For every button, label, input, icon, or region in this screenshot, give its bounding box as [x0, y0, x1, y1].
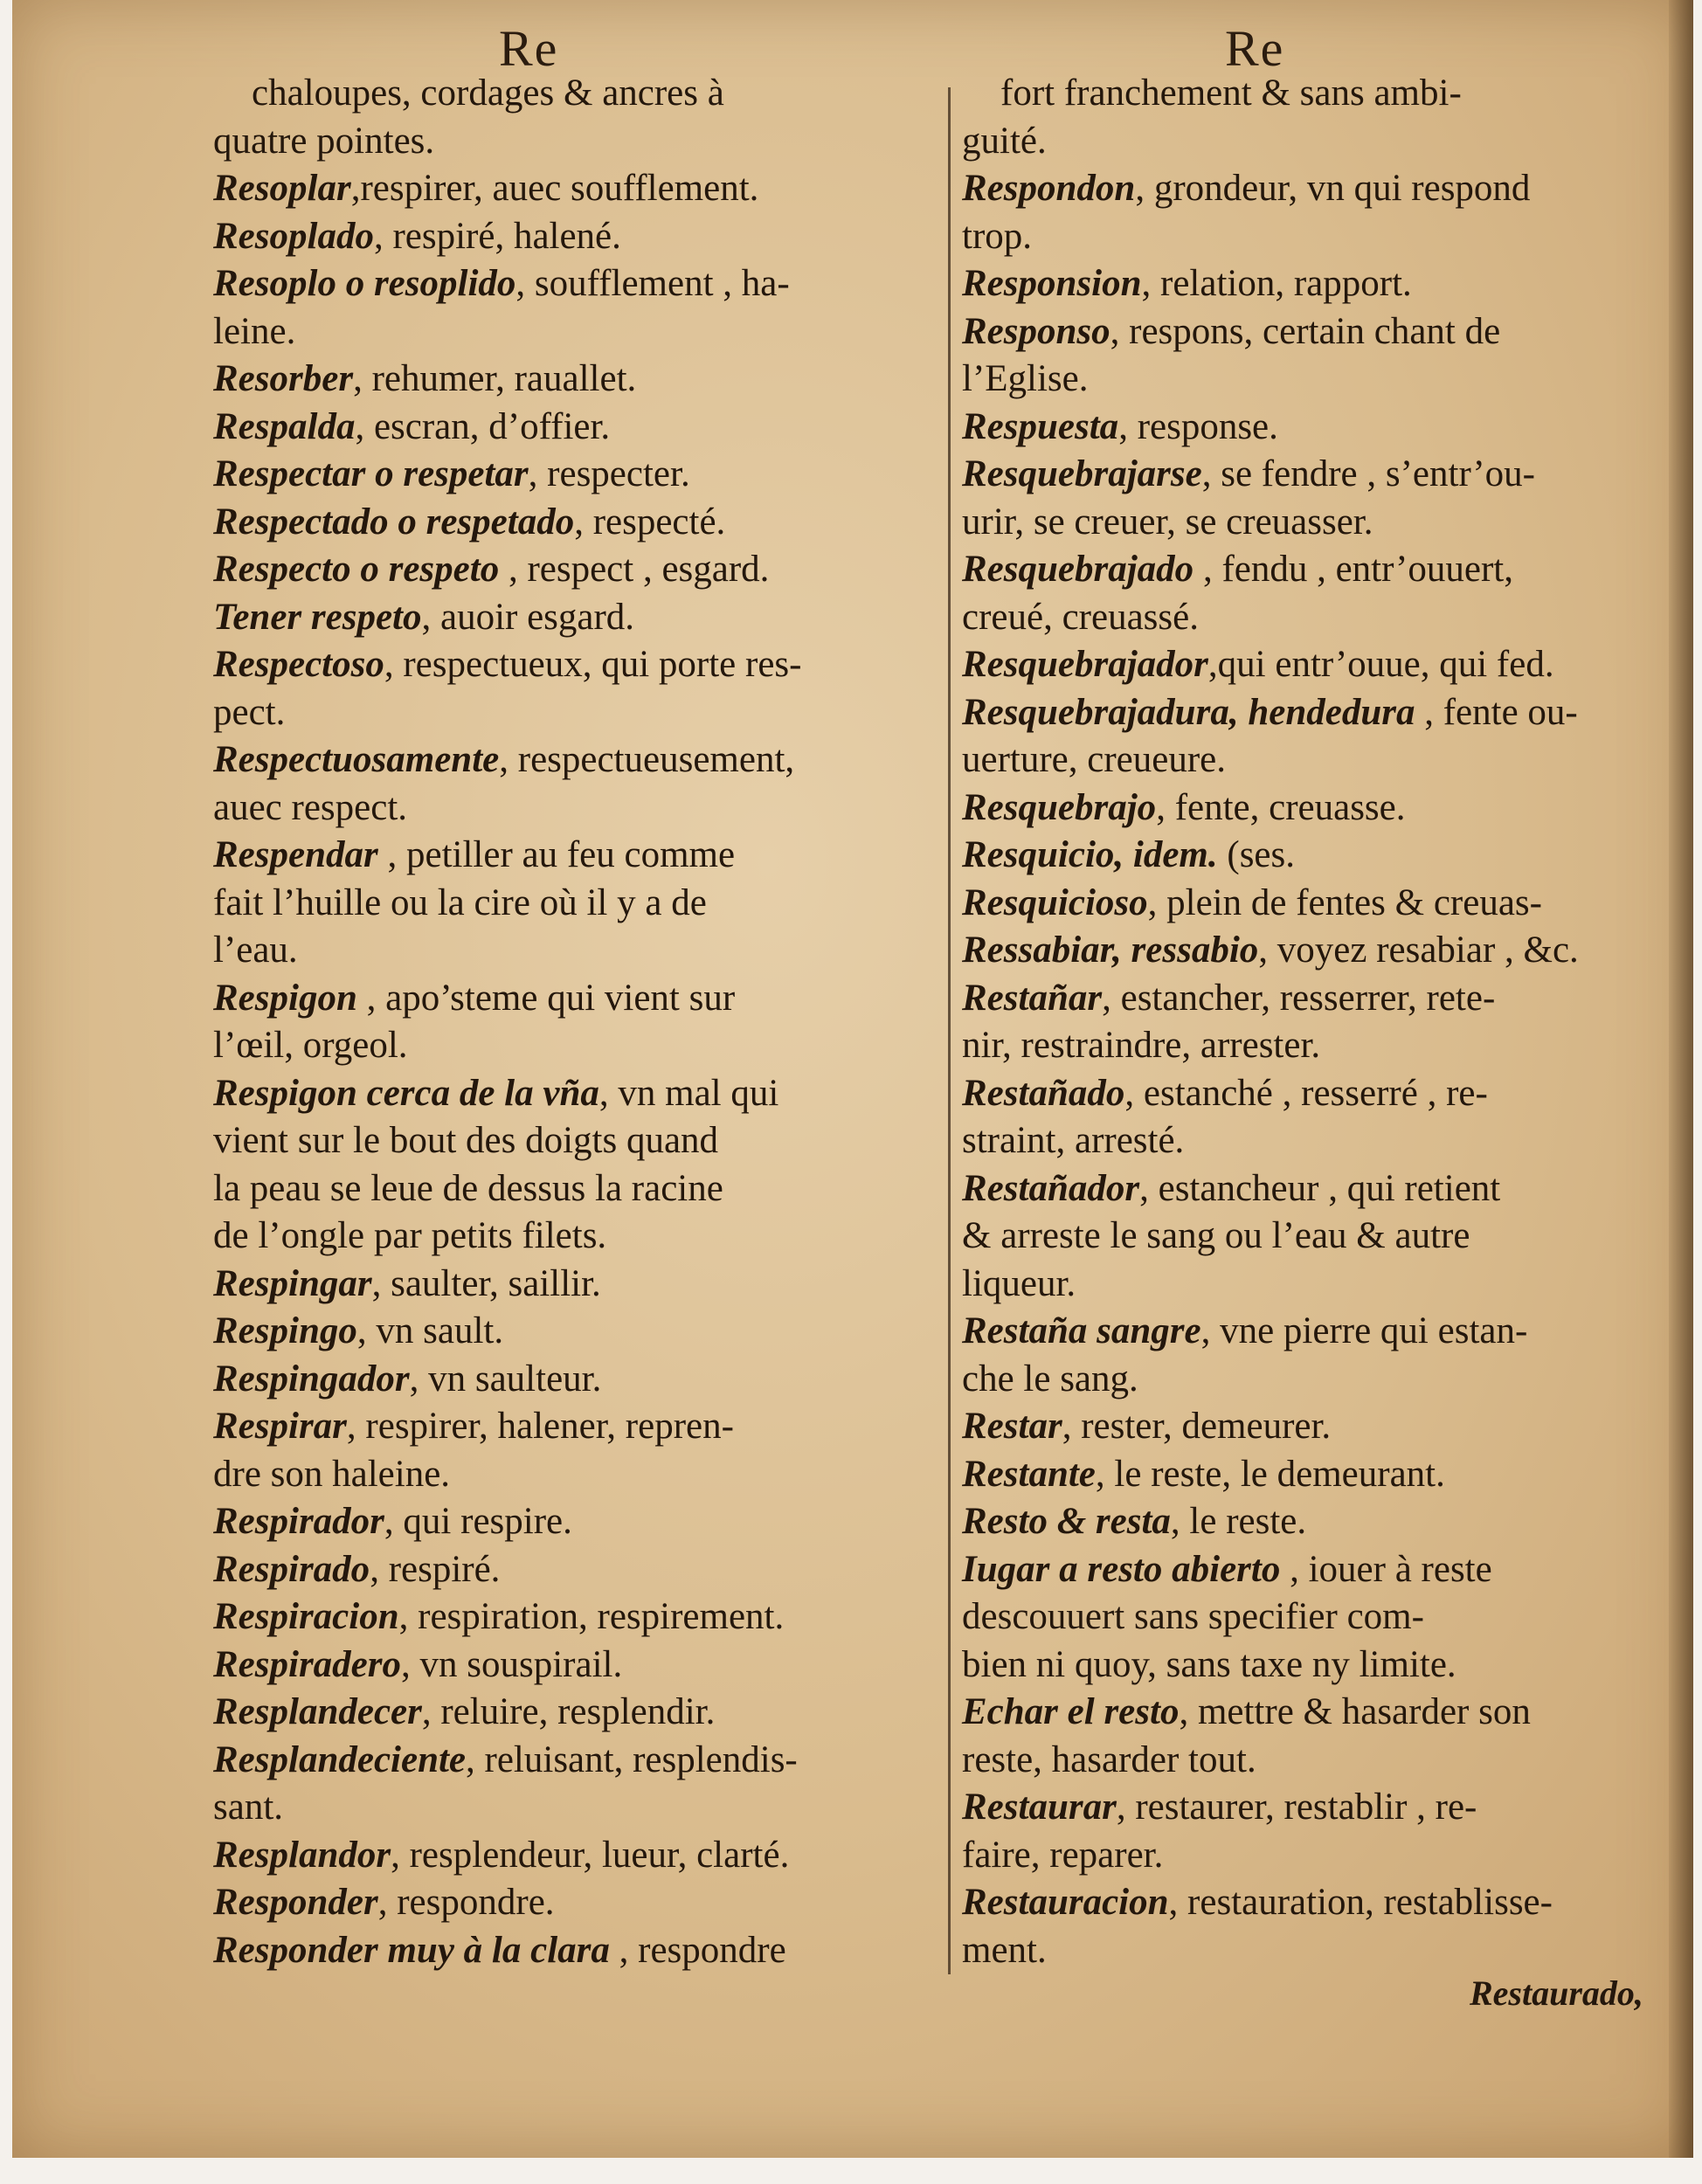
headword-term: Respingador: [213, 1358, 410, 1400]
headword-term: Respigon: [213, 977, 357, 1019]
definition-text: uerture, creueure.: [962, 739, 1226, 780]
headword-term: Respalda: [213, 405, 356, 447]
dictionary-line: [962, 784, 1668, 833]
dictionary-line: [213, 1403, 940, 1451]
dictionary-line: [962, 1689, 1668, 1737]
dictionary-line: [213, 736, 940, 784]
definition-text: l’Eglise.: [962, 358, 1089, 399]
dictionary-line: [962, 356, 1668, 404]
dictionary-line: [213, 260, 940, 308]
headword-term: Respirado: [213, 1548, 370, 1590]
headword-term: Resquebrajarse: [962, 453, 1202, 494]
dictionary-line: [213, 546, 940, 594]
dictionary-line: [962, 1308, 1668, 1356]
definition-text: , estanché , resserré , re-: [1124, 1072, 1488, 1114]
definition-text: l’œil, orgeol.: [213, 1025, 408, 1066]
headword-term: Restauracion: [962, 1882, 1169, 1923]
definition-text: leine.: [213, 310, 296, 352]
definition-text: urir, se creuer, se creuasser.: [962, 501, 1373, 543]
dictionary-line: [962, 594, 1668, 642]
headword-term: Restañar: [962, 977, 1103, 1019]
definition-text: , escran, d’offier.: [355, 405, 611, 447]
dictionary-line: [213, 1070, 940, 1118]
headword-term: Respectado o respetado: [213, 501, 575, 543]
headword-term: Resoplo o resoplido: [213, 263, 516, 304]
dictionary-line: [213, 1879, 940, 1927]
dictionary-line: [213, 1737, 940, 1785]
dictionary-line: [962, 1784, 1668, 1832]
dictionary-line: [213, 165, 940, 213]
definition-text: & arreste le sang ou l’eau & autre: [962, 1215, 1470, 1256]
dictionary-line: [962, 1451, 1668, 1499]
dictionary-line: [962, 1117, 1668, 1165]
headword-term: Resquebrajadura, hendedura: [962, 691, 1415, 733]
dictionary-line: [213, 1927, 940, 1975]
dictionary-line: [962, 1070, 1668, 1118]
dictionary-line: [213, 689, 940, 737]
headword-term: Resquicioso: [962, 881, 1148, 923]
headword-term: Tener respeto: [213, 596, 422, 638]
dictionary-line: [213, 1117, 940, 1165]
dictionary-line: [213, 1832, 940, 1880]
dictionary-line: [962, 975, 1668, 1023]
dictionary-line: [213, 1022, 940, 1070]
definition-text: , estancheur , qui retient: [1139, 1167, 1501, 1209]
definition-text: , rester, demeurer.: [1062, 1406, 1332, 1447]
dictionary-line: [213, 118, 940, 166]
headword-term: Restar: [962, 1406, 1062, 1447]
definition-text: guité.: [962, 120, 1047, 162]
headword-term: Restante: [962, 1453, 1096, 1495]
definition-text: , fente, creuasse.: [1156, 786, 1406, 828]
headword-term: Respuesta: [962, 405, 1119, 447]
headword-term: Restañador: [962, 1167, 1140, 1209]
definition-text: , respectueux, qui porte res-: [384, 644, 802, 685]
left-column: [213, 70, 940, 1974]
definition-text: , vne pierre qui estan-: [1200, 1310, 1528, 1351]
dictionary-line: [962, 308, 1668, 356]
dictionary-line: [962, 213, 1668, 261]
headword-term: Restaña sangre: [962, 1310, 1201, 1351]
dictionary-line: [962, 1737, 1668, 1785]
definition-text: , respondre.: [377, 1882, 555, 1923]
definition-text: , se fendre , s’entr’ou-: [1201, 453, 1536, 494]
dictionary-line: [213, 1261, 940, 1309]
headword-term: Respondon: [962, 168, 1136, 209]
page-edge-shadow: [1669, 0, 1693, 2158]
definition-text: , respiration, respirement.: [398, 1596, 785, 1637]
definition-text: sant.: [213, 1787, 284, 1828]
headword-term: Responder: [213, 1882, 378, 1923]
dictionary-line: [213, 784, 940, 833]
dictionary-line: [213, 641, 940, 689]
headword-term: Responsion: [962, 263, 1142, 304]
definition-text: , vn mal qui: [598, 1072, 779, 1114]
definition-text: , apo’steme qui vient sur: [356, 977, 736, 1019]
dictionary-line: [962, 260, 1668, 308]
definition-text: ,respirer, auec soufflement.: [350, 168, 759, 209]
dictionary-line: [213, 975, 940, 1023]
definition-text: dre son haleine.: [213, 1453, 451, 1495]
dictionary-line: [962, 1356, 1668, 1404]
dictionary-line: [962, 1879, 1668, 1927]
definition-text: , iouer à reste: [1280, 1548, 1492, 1590]
dictionary-line: [962, 70, 1668, 118]
headword-term: Respectuosamente: [213, 739, 500, 780]
headword-term: Restañado: [962, 1072, 1125, 1114]
headword-term: Respingo: [213, 1310, 357, 1351]
definition-text: ,qui entr’ouue, qui fed.: [1207, 644, 1554, 685]
definition-text: , respecter.: [528, 453, 690, 494]
headword-term: Resquicio, idem.: [962, 834, 1218, 875]
dictionary-line: [962, 689, 1668, 737]
dictionary-line: [962, 1641, 1668, 1690]
dictionary-line: [962, 1261, 1668, 1309]
headword-term: Respigon cerca de la vña: [213, 1072, 599, 1114]
dictionary-line: [213, 1213, 940, 1261]
dictionary-line: [962, 832, 1668, 880]
dictionary-line: [962, 165, 1668, 213]
dictionary-line: [213, 1546, 940, 1594]
dictionary-line: [962, 118, 1668, 166]
dictionary-line: [962, 927, 1668, 975]
definition-text: , reluire, resplendir.: [421, 1691, 716, 1732]
dictionary-line: [962, 1546, 1668, 1594]
definition-text: , respecté.: [574, 501, 726, 543]
dictionary-line: [962, 1403, 1668, 1451]
definition-text: , auoir esgard.: [421, 596, 635, 638]
definition-text: , saulter, saillir.: [371, 1262, 601, 1304]
dictionary-line: [213, 70, 940, 118]
dictionary-line: [213, 1784, 940, 1832]
headword-term: Resquebrajo: [962, 786, 1157, 828]
definition-text: descouuert sans specifier com-: [962, 1596, 1424, 1637]
dictionary-line: [962, 641, 1668, 689]
definition-text: , vn sault.: [356, 1310, 504, 1351]
dictionary-line: [213, 1689, 940, 1737]
dictionary-line: [962, 1832, 1668, 1880]
definition-text: quatre pointes.: [213, 120, 435, 162]
definition-text: , petiller au feu comme: [377, 834, 736, 875]
dictionary-line: [962, 736, 1668, 784]
definition-text: fait l’huille ou la cire où il y a de: [213, 881, 707, 923]
dictionary-line: [213, 404, 940, 452]
headword-term: Resplandecer: [213, 1691, 422, 1732]
definition-text: , reluisant, resplendis-: [466, 1738, 798, 1780]
definition-text: creué, creuassé.: [962, 596, 1199, 638]
definition-text: , plein de fentes & creuas-: [1147, 881, 1542, 923]
definition-text: , respiré.: [370, 1548, 501, 1590]
dictionary-line: [962, 1498, 1668, 1546]
headword-term: Resplandeciente: [213, 1738, 467, 1780]
running-head-left: Re: [499, 20, 559, 77]
dictionary-line: [213, 1641, 940, 1690]
dictionary-line: [962, 1022, 1668, 1070]
headword-term: Restaurar: [962, 1787, 1117, 1828]
headword-term: Respirador: [213, 1501, 384, 1542]
dictionary-line: [213, 1356, 940, 1404]
definition-text: , le reste.: [1170, 1501, 1307, 1542]
definition-text: auec respect.: [213, 786, 408, 828]
definition-text: , qui respire.: [384, 1501, 572, 1542]
headword-term: Resto & resta: [962, 1501, 1171, 1542]
dictionary-line: [213, 356, 940, 404]
right-column: [962, 70, 1668, 1974]
headword-term: Resoplar: [213, 168, 351, 209]
definition-text: , vn souspirail.: [401, 1643, 623, 1685]
running-head-right: Re: [1225, 20, 1285, 77]
definition-text: nir, restraindre, arrester.: [962, 1025, 1321, 1066]
dictionary-line: [962, 404, 1668, 452]
definition-text: , respectueusement,: [499, 739, 795, 780]
dictionary-line: [213, 308, 940, 356]
definition-text: bien ni quoy, sans taxe ny limite.: [962, 1643, 1456, 1685]
dictionary-line: [213, 1593, 940, 1641]
definition-text: , voyez resabiar , &c.: [1258, 930, 1579, 971]
dictionary-line: [962, 451, 1668, 499]
definition-text: , relation, rapport.: [1141, 263, 1412, 304]
catchword: Restaurado,: [1470, 1973, 1643, 2013]
definition-text: , respons, certain chant de: [1110, 310, 1501, 352]
definition-text: liqueur.: [962, 1262, 1076, 1304]
book-page: [12, 0, 1693, 2158]
definition-text: , respondre: [609, 1929, 786, 1971]
headword-term: Resquebrajador: [962, 644, 1208, 685]
definition-text: , respect , esgard.: [499, 549, 770, 590]
dictionary-line: [962, 1213, 1668, 1261]
definition-text: (ses.: [1217, 834, 1295, 875]
definition-text: , fendu , entr’ouuert,: [1193, 549, 1513, 590]
headword-term: Respectoso: [213, 644, 384, 685]
definition-text: , grondeur, vn qui respond: [1135, 168, 1531, 209]
dictionary-line: [213, 1451, 940, 1499]
definition-text: , respirer, halener, repren-: [346, 1406, 734, 1447]
definition-text: , rehumer, rauallet.: [353, 358, 637, 399]
headword-term: Respirar: [213, 1406, 347, 1447]
definition-text: faire, reparer.: [962, 1834, 1164, 1876]
headword-term: Respectar o respetar: [213, 453, 529, 494]
dictionary-line: [213, 594, 940, 642]
headword-term: Iugar a resto abierto: [962, 1548, 1281, 1590]
definition-text: l’eau.: [213, 930, 298, 971]
definition-text: , response.: [1118, 405, 1278, 447]
headword-term: Resplandor: [213, 1834, 391, 1876]
headword-term: Respendar: [213, 834, 378, 875]
dictionary-line: [213, 213, 940, 261]
headword-term: Responder muy à la clara: [213, 1929, 610, 1971]
definition-text: , soufflement , ha-: [515, 263, 790, 304]
definition-text: , respiré, halené.: [373, 215, 621, 257]
dictionary-line: [962, 1165, 1668, 1213]
definition-text: reste, hasarder tout.: [962, 1738, 1256, 1780]
dictionary-line: [213, 927, 940, 975]
headword-term: Resquebrajado: [962, 549, 1194, 590]
definition-text: chaloupes, cordages & ancres à: [252, 73, 724, 114]
headword-term: Resoplado: [213, 215, 374, 257]
definition-text: , restauration, restablisse-: [1168, 1882, 1553, 1923]
headword-term: Responso: [962, 310, 1110, 352]
definition-text: , fente ou-: [1415, 691, 1578, 733]
headword-term: Respingar: [213, 1262, 372, 1304]
definition-text: , restaurer, restablir , re-: [1116, 1787, 1477, 1828]
dictionary-line: [213, 499, 940, 547]
dictionary-line: [962, 880, 1668, 928]
definition-text: , vn saulteur.: [409, 1358, 602, 1400]
column-divider: [948, 87, 951, 1974]
dictionary-line: [962, 1927, 1668, 1975]
dictionary-line: [213, 1498, 940, 1546]
definition-text: che le sang.: [962, 1358, 1138, 1400]
definition-text: , resplendeur, lueur, clarté.: [391, 1834, 790, 1876]
definition-text: de l’ongle par petits filets.: [213, 1215, 607, 1256]
dictionary-line: [962, 546, 1668, 594]
dictionary-line: [213, 451, 940, 499]
definition-text: , mettre & hasarder son: [1179, 1691, 1531, 1732]
definition-text: trop.: [962, 215, 1033, 257]
dictionary-line: [213, 832, 940, 880]
definition-text: la peau se leue de dessus la racine: [213, 1167, 723, 1209]
headword-term: Respecto o respeto: [213, 549, 500, 590]
definition-text: vient sur le bout des doigts quand: [213, 1120, 719, 1161]
definition-text: fort franchement & sans ambi-: [1000, 73, 1462, 114]
definition-text: , estancher, resserrer, rete-: [1102, 977, 1496, 1019]
headword-term: Ressabiar, ressabio: [962, 930, 1259, 971]
headword-term: Echar el resto: [962, 1691, 1180, 1732]
headword-term: Respiradero: [213, 1643, 401, 1685]
definition-text: pect.: [213, 691, 286, 733]
dictionary-line: [213, 1165, 940, 1213]
dictionary-line: [213, 1308, 940, 1356]
definition-text: ment.: [962, 1929, 1047, 1971]
dictionary-line: [213, 880, 940, 928]
headword-term: Respiracion: [213, 1596, 399, 1637]
headword-term: Resorber: [213, 358, 354, 399]
dictionary-line: [962, 499, 1668, 547]
dictionary-line: [962, 1593, 1668, 1641]
definition-text: , le reste, le demeurant.: [1095, 1453, 1445, 1495]
definition-text: straint, arresté.: [962, 1120, 1185, 1161]
